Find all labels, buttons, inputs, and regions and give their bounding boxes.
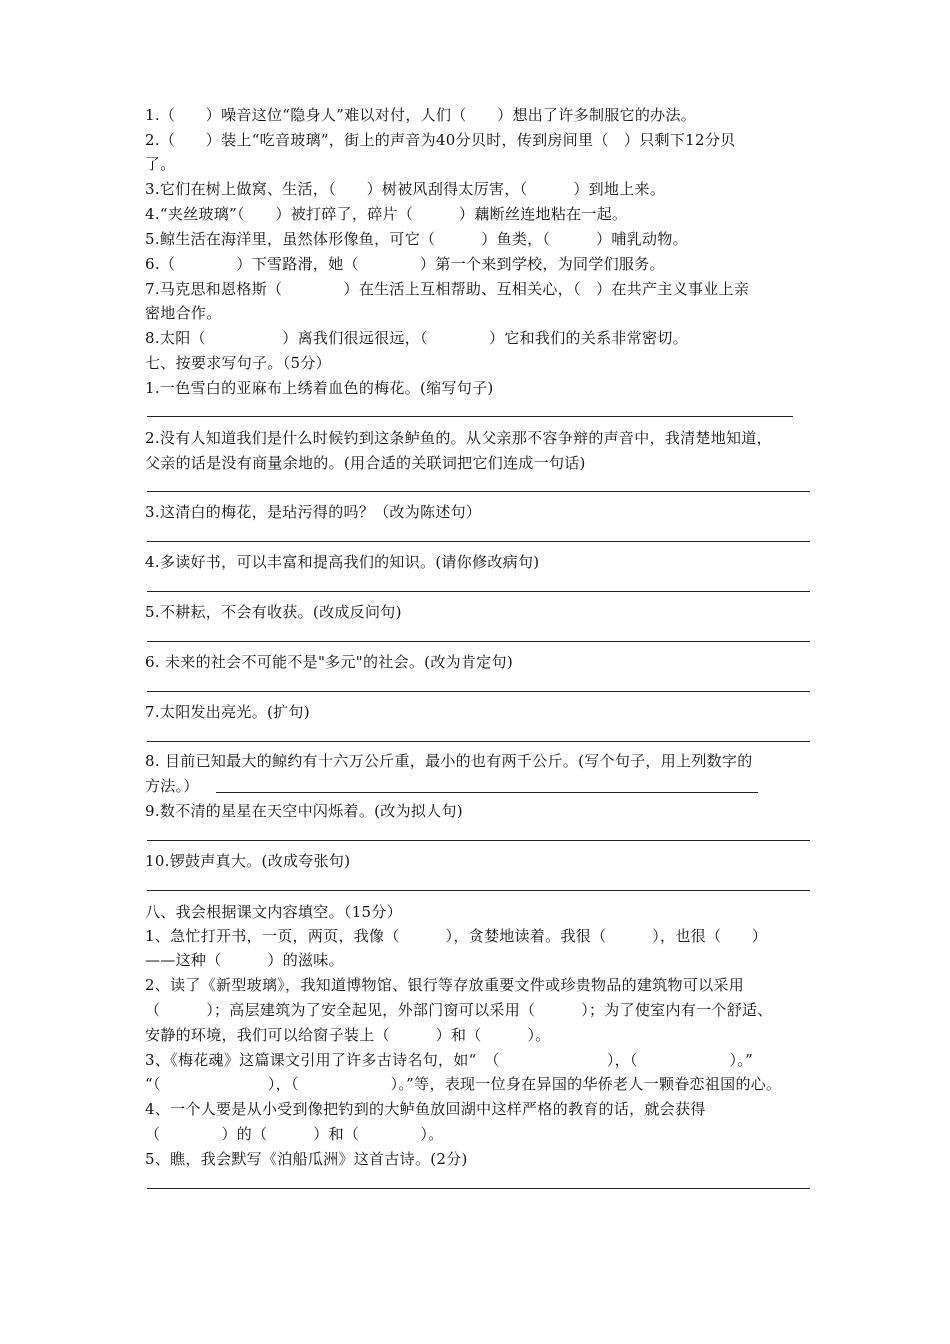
sentence-7-9: 9.数不清的星星在天空中闪烁着。(改为拟人句) [145,802,463,820]
sentence-7-2: 2.没有人知道我们是什么时候钓到这条鲈鱼的。从父亲那不容争辩的声音中，我清楚地知道， [145,429,772,447]
question-6-2: 2.（ ）装上“吃音玻璃”，街上的声音为40分贝时，传到房间里（ ）只剩下12分贝 [145,131,736,149]
section-7-heading: 七、按要求写句子。（5分） [145,354,331,372]
question-6-1: 1.（ ）噪音这位“隐身人”难以对付，人们（ ）想出了许多制服它的办法。 [145,106,697,124]
answer-line-7-6[interactable] [147,691,810,692]
sentence-7-6: 6. 未来的社会不可能不是"多元"的社会。(改为肯定句) [145,653,513,671]
question-6-2-cont: 了。 [145,155,176,173]
question-6-8: 8.太阳（ ）离我们很远很远，（ ）它和我们的关系非常密切。 [145,329,688,347]
answer-line-8-5[interactable] [147,1188,810,1189]
fill-8-3-cont: “（ ），（ ）。”等，表现一位身在异国的华侨老人一颗眷恋祖国的心。 [145,1075,782,1093]
answer-line-7-8[interactable] [216,792,758,793]
fill-8-2: 2、读了《新型玻璃》，我知道博物馆、银行等存放重要文件或珍贵物品的建筑物可以采用 [145,976,745,994]
sentence-7-3: 3.这清白的梅花，是玷污得的吗？（改为陈述句） [145,503,482,521]
question-6-5: 5.鲸生活在海洋里，虽然体形像鱼，可它（ ）鱼类，（ ）哺乳动物。 [145,230,688,248]
answer-line-7-2[interactable] [147,491,810,492]
sentence-7-5: 5.不耕耘，不会有收获。(改成反问句) [145,603,402,621]
fill-8-3: 3、《梅花魂》这篇课文引用了许多古诗名句，如“ （ ），（ ）。” [145,1051,754,1069]
fill-8-5: 5、瞧，我会默写《泊船瓜洲》这首古诗。(2分) [145,1150,468,1168]
question-6-4: 4.“夹丝玻璃”（ ）被打碎了，碎片（ ）藕断丝连地粘在一起。 [145,205,628,223]
fill-8-1-cont: ——这种（ ）的滋味。 [145,951,344,969]
sentence-7-8-cont: 方法。） [145,777,199,795]
answer-line-7-9[interactable] [147,840,810,841]
sentence-7-2-cont: 父亲的话是没有商量余地的。(用合适的关联词把它们连成一句话) [145,454,586,472]
fill-8-2-cont2: 安静的环境，我们可以给窗子装上（ ）和（ ）。 [145,1026,551,1044]
answer-line-7-1[interactable] [147,416,793,417]
answer-line-7-7[interactable] [147,741,810,742]
sentence-7-8: 8. 目前已知最大的鲸约有十六万公斤重，最小的也有两千公斤。(写个句子，用上列数字的 [145,752,753,770]
question-6-7: 7.马克思和恩格斯（ ）在生活上互相帮助、互相关心，（ ）在共产主义事业上亲 [145,280,750,298]
question-6-3: 3.它们在树上做窝、生活，（ ）树被风刮得太厉害，（ ）到地上来。 [145,180,666,198]
question-6-6: 6.（ ）下雪路滑，她（ ）第一个来到学校，为同学们服务。 [145,255,665,273]
sentence-7-1: 1.一色雪白的亚麻布上绣着血色的梅花。(缩写句子) [145,379,494,397]
sentence-7-4: 4.多读好书，可以丰富和提高我们的知识。(请你修改病句) [145,553,540,571]
answer-line-7-3[interactable] [147,541,810,542]
question-6-7-cont: 密地合作。 [145,304,222,322]
answer-line-7-10[interactable] [147,890,810,891]
sentence-7-7: 7.太阳发出亮光。(扩句) [145,703,310,721]
section-8-heading: 八、我会根据课文内容填空。（15分） [145,903,402,921]
answer-line-7-4[interactable] [147,591,810,592]
sentence-7-10: 10.锣鼓声真大。(改成夸张句) [145,852,351,870]
fill-8-4-cont: （ ）的（ ）和（ ）。 [145,1125,444,1143]
fill-8-2-cont: （ ）；高层建筑为了安全起见，外部门窗可以采用（ ）；为了使室内有一个舒适、 [145,1001,773,1019]
fill-8-1: 1、急忙打开书，一页，两页，我像（ ），贪婪地读着。我很（ ），也很（ ） [145,927,768,945]
fill-8-4: 4、一个人要是从小受到像把钓到的大鲈鱼放回湖中这样严格的教育的话，就会获得 [145,1100,706,1118]
answer-line-7-5[interactable] [147,641,810,642]
